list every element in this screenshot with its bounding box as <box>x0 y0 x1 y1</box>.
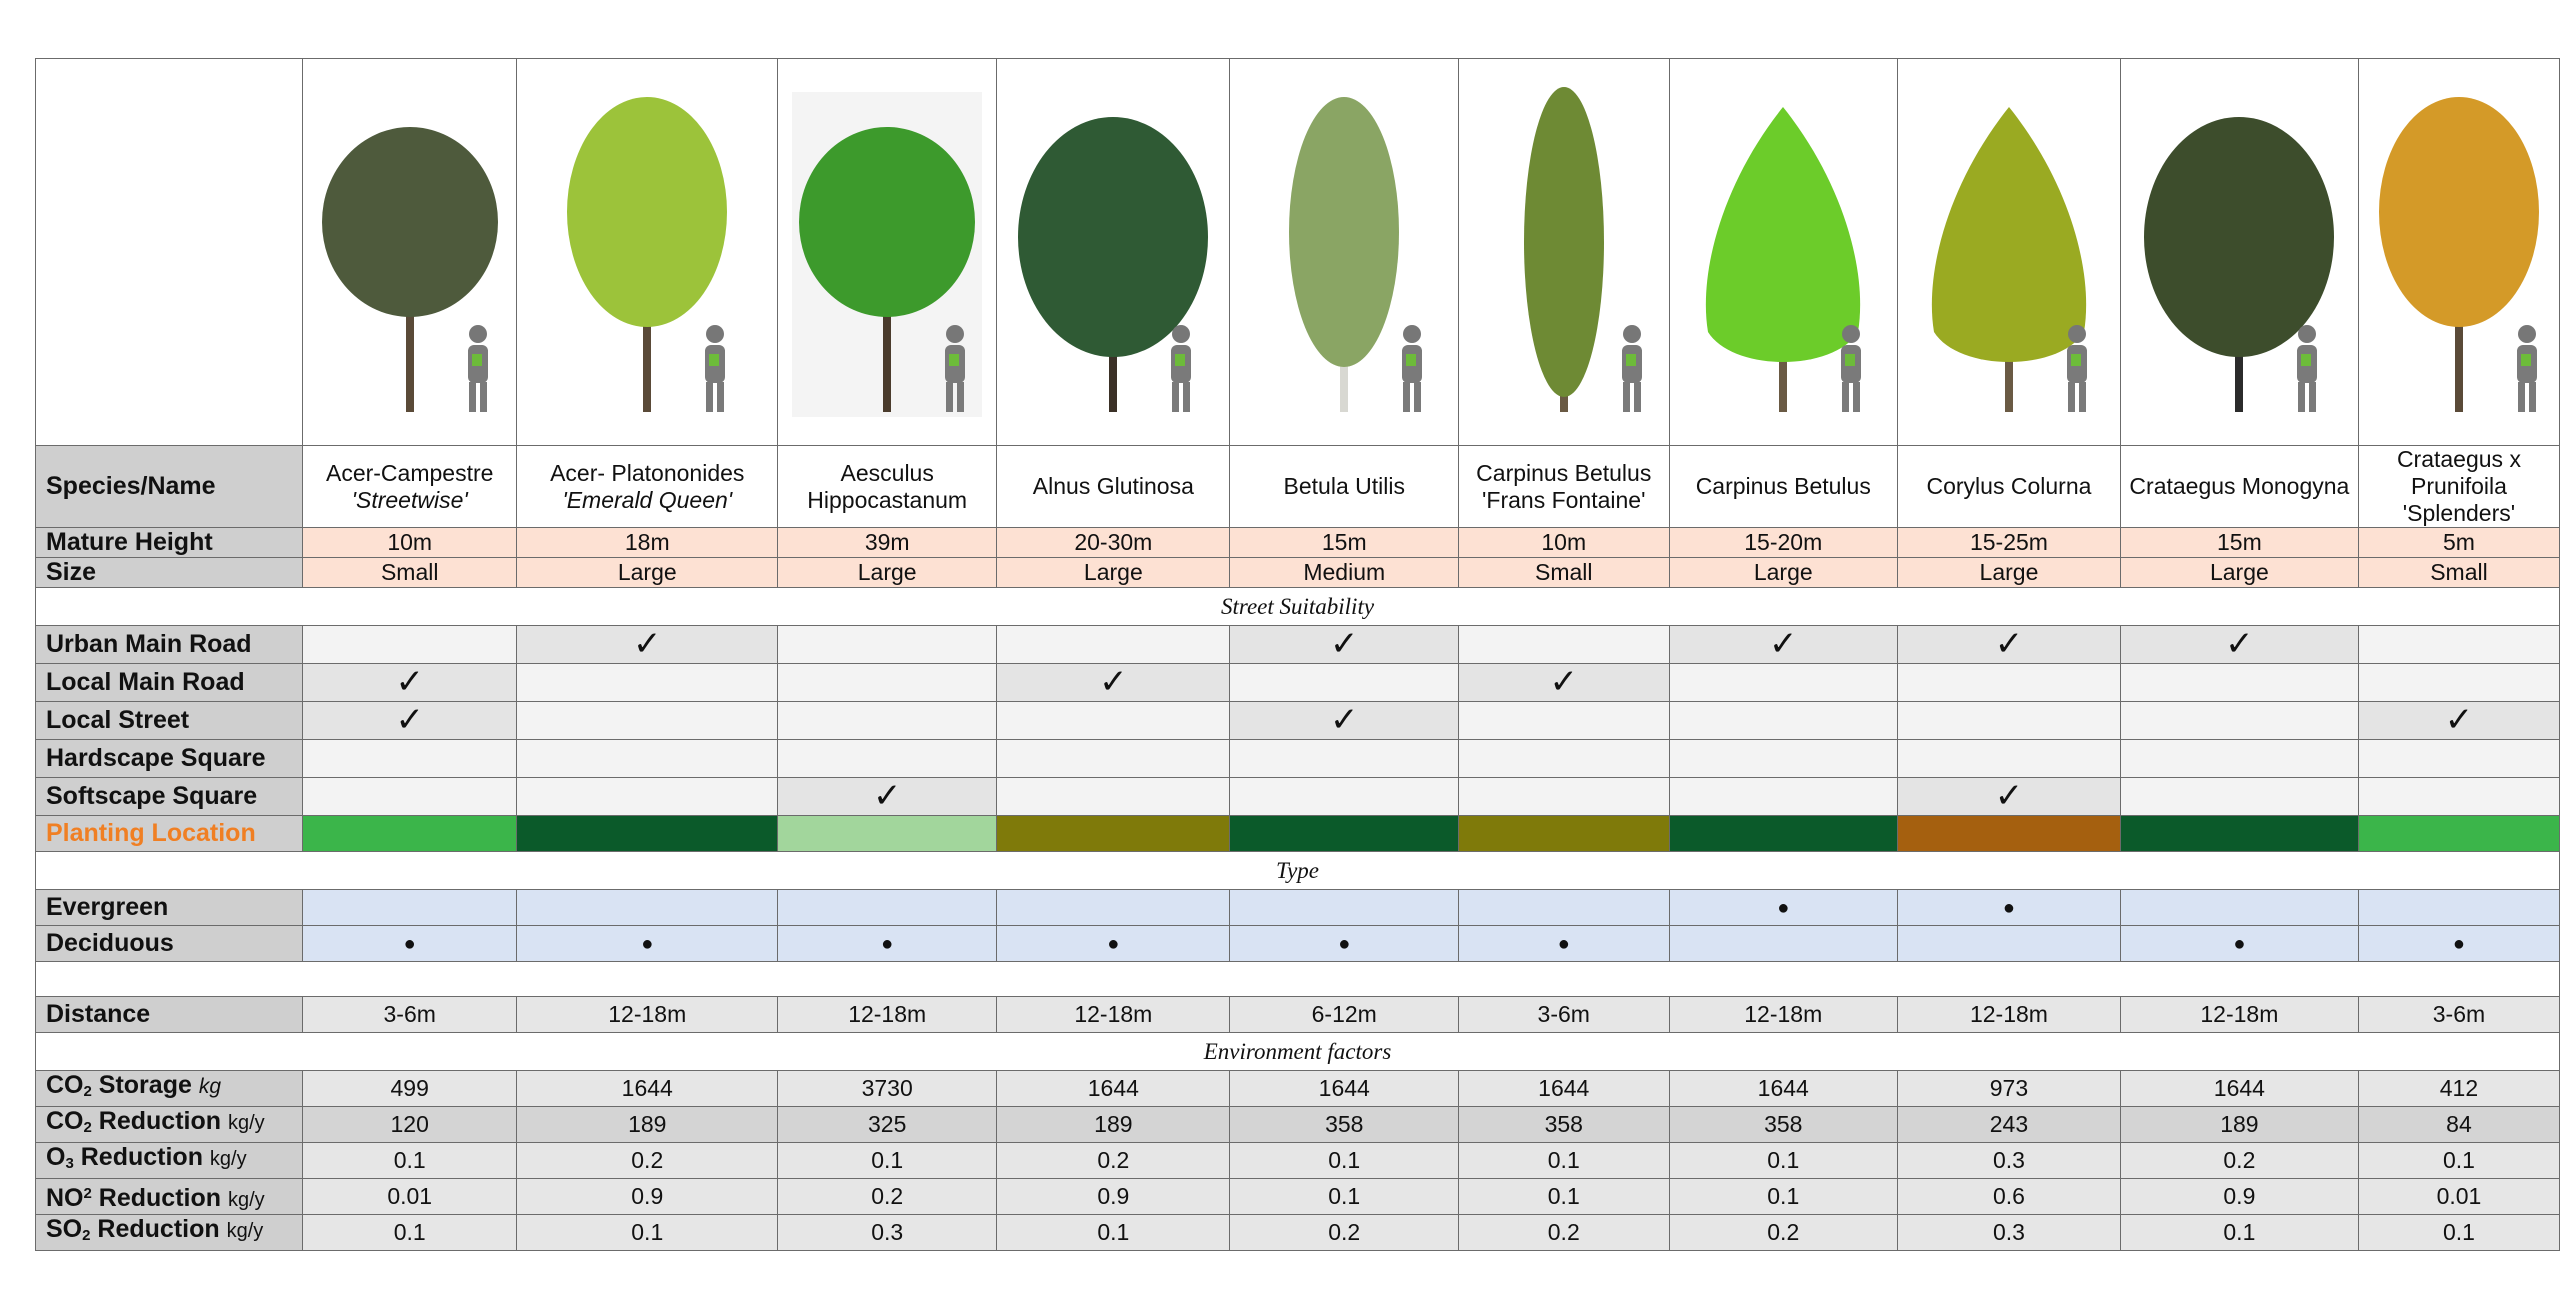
env-value: 0.1 <box>778 1143 997 1179</box>
suitability-cell <box>1230 626 1459 664</box>
size-value: Large <box>1898 558 2121 588</box>
planting-location-swatch <box>778 816 997 852</box>
suitability-cell <box>2358 626 2559 664</box>
env-label-subscript: 2 <box>83 1083 92 1100</box>
species-cultivar: Prunifoila 'Splenders' <box>2402 473 2516 526</box>
env-value: 0.6 <box>1898 1179 2121 1215</box>
tree-illustration <box>1683 72 1883 432</box>
mature-height-value: 15-20m <box>1669 528 1898 558</box>
species-name-cell <box>1230 446 1459 528</box>
tree-image-cell <box>997 59 1230 446</box>
environment-factors-row <box>36 1033 2560 1071</box>
env-label-prefix: CO <box>46 1071 84 1099</box>
local-street-row <box>36 702 2560 740</box>
local-main-road-label: Local Main Road <box>36 664 303 702</box>
distance-value: 6-12m <box>1230 997 1459 1033</box>
suitability-cell <box>1459 778 1669 816</box>
suitability-cell <box>1898 664 2121 702</box>
distance-value: 12-18m <box>517 997 778 1033</box>
env-value: 3730 <box>778 1071 997 1107</box>
env-label-text: Reduction <box>73 1143 210 1171</box>
env-value: 0.9 <box>997 1179 1230 1215</box>
size-value: Large <box>517 558 778 588</box>
suitability-cell <box>303 778 517 816</box>
planting-location-swatch <box>303 816 517 852</box>
local-main-road-row <box>36 664 2560 702</box>
env-value: 1644 <box>1459 1071 1669 1107</box>
type-cell <box>1459 926 1669 962</box>
suitability-cell <box>1669 778 1898 816</box>
size-label: Size <box>36 558 303 588</box>
size-value: Large <box>2120 558 2358 588</box>
size-value: Large <box>1669 558 1898 588</box>
env-label-text: Reduction <box>91 1183 228 1212</box>
distance-value: 12-18m <box>997 997 1230 1033</box>
tree-illustration <box>787 72 987 432</box>
env-value: 0.3 <box>778 1215 997 1251</box>
type-cell <box>1230 890 1459 926</box>
env-value: 0.1 <box>1230 1179 1459 1215</box>
suitability-cell <box>997 664 1230 702</box>
type-cell <box>303 890 517 926</box>
distance-label: Distance <box>36 997 303 1033</box>
species-name: Aesculus <box>840 459 934 486</box>
suitability-cell <box>997 702 1230 740</box>
planting-location-swatch <box>997 816 1230 852</box>
env-value: 0.3 <box>1898 1143 2121 1179</box>
species-name: Carpinus Betulus <box>1476 459 1652 486</box>
bullet-icon: ● <box>2233 933 2246 955</box>
suitability-cell <box>517 702 778 740</box>
suitability-cell <box>2358 702 2559 740</box>
tree-image-cell <box>517 59 778 446</box>
species-cultivar: 'Streetwise' <box>351 486 468 513</box>
type-title: Type <box>36 852 2560 890</box>
env-value: 189 <box>997 1107 1230 1143</box>
env-value: 0.3 <box>1898 1215 2121 1251</box>
species-name-cell <box>2120 446 2358 528</box>
env-row <box>36 1107 2560 1143</box>
street-suitability-title: Street Suitability <box>36 588 2560 626</box>
suitability-cell <box>2120 702 2358 740</box>
bullet-icon: ● <box>641 933 654 955</box>
suitability-cell <box>778 740 997 778</box>
species-name: Crataegus Monogyna <box>2129 473 2350 499</box>
env-label <box>36 1071 303 1107</box>
env-value: 358 <box>1230 1107 1459 1143</box>
tree-image-cell <box>778 59 997 446</box>
env-value: 1644 <box>517 1071 778 1107</box>
type-cell <box>1669 890 1898 926</box>
check-icon: ✓ <box>633 625 662 663</box>
env-label-unit: kg/y <box>227 1112 265 1134</box>
env-value: 0.2 <box>517 1143 778 1179</box>
planting-location-swatch <box>1669 816 1898 852</box>
suitability-cell <box>997 778 1230 816</box>
env-row <box>36 1143 2560 1179</box>
hardscape-square-label: Hardscape Square <box>36 740 303 778</box>
check-icon: ✓ <box>2444 701 2474 739</box>
mature-height-value: 10m <box>1459 528 1669 558</box>
env-value: 120 <box>303 1107 517 1143</box>
evergreen-row <box>36 890 2560 926</box>
env-value: 0.2 <box>778 1179 997 1215</box>
softscape-square-row <box>36 778 2560 816</box>
bullet-icon: ● <box>1777 897 1790 919</box>
mature-height-label: Mature Height <box>36 528 303 558</box>
env-value: 0.1 <box>2120 1215 2358 1251</box>
check-icon: ✓ <box>2225 625 2254 663</box>
tree-illustration <box>1013 72 1213 432</box>
species-cultivar: Hippocastanum <box>807 486 968 513</box>
env-value: 0.9 <box>517 1179 778 1215</box>
spacer-row <box>36 962 2560 997</box>
species-name-cell <box>2358 446 2559 528</box>
mature-height-row <box>36 528 2560 558</box>
suitability-cell <box>1669 702 1898 740</box>
suitability-cell <box>1898 778 2121 816</box>
street-suitability-row <box>36 588 2560 626</box>
distance-value: 12-18m <box>778 997 997 1033</box>
env-value: 0.1 <box>2358 1143 2559 1179</box>
type-cell <box>778 926 997 962</box>
env-label-unit: kg/y <box>209 1148 247 1170</box>
mature-height-value: 18m <box>517 528 778 558</box>
env-label <box>36 1107 303 1143</box>
env-value: 189 <box>2120 1107 2358 1143</box>
suitability-cell <box>1898 626 2121 664</box>
env-value: 0.1 <box>2358 1215 2559 1251</box>
suitability-cell <box>2358 778 2559 816</box>
corner-cell <box>36 59 303 446</box>
env-value: 0.2 <box>1669 1215 1898 1251</box>
suitability-cell <box>2358 664 2559 702</box>
env-value: 0.2 <box>997 1143 1230 1179</box>
distance-value: 3-6m <box>303 997 517 1033</box>
env-value: 0.1 <box>1459 1179 1669 1215</box>
bullet-icon: ● <box>881 933 894 955</box>
check-icon: ✓ <box>395 701 424 739</box>
bullet-icon: ● <box>1557 933 1570 955</box>
type-cell <box>1898 890 2121 926</box>
species-name: Acer- Platononides <box>550 459 745 486</box>
spacer-cell <box>36 962 2560 997</box>
check-icon: ✓ <box>395 663 424 701</box>
env-value: 0.1 <box>1230 1143 1459 1179</box>
species-cultivar: 'Emerald Queen' <box>562 486 733 513</box>
distance-value: 3-6m <box>2358 997 2559 1033</box>
suitability-cell <box>778 664 997 702</box>
distance-value: 3-6m <box>1459 997 1669 1033</box>
env-value: 84 <box>2358 1107 2559 1143</box>
species-name-row <box>36 446 2560 528</box>
species-name: Alnus Glutinosa <box>1032 473 1194 499</box>
suitability-cell <box>1669 664 1898 702</box>
planting-location-swatch <box>1230 816 1459 852</box>
check-icon: ✓ <box>1330 625 1359 663</box>
suitability-cell <box>1459 626 1669 664</box>
suitability-cell <box>778 626 997 664</box>
urban-main-road-row <box>36 626 2560 664</box>
env-value: 0.1 <box>517 1215 778 1251</box>
planting-location-swatch <box>517 816 778 852</box>
suitability-cell <box>778 778 997 816</box>
environment-factors-title: Environment factors <box>36 1033 2560 1071</box>
mature-height-value: 39m <box>778 528 997 558</box>
tree-image-row <box>36 59 2560 446</box>
planting-location-row <box>36 816 2560 852</box>
env-label-subscript: 3 <box>65 1155 74 1172</box>
distance-value: 12-18m <box>1669 997 1898 1033</box>
species-cultivar: 'Frans Fontaine' <box>1482 486 1646 513</box>
size-value: Large <box>997 558 1230 588</box>
type-cell <box>1898 926 2121 962</box>
suitability-cell <box>1459 664 1669 702</box>
env-value: 1644 <box>1669 1071 1898 1107</box>
suitability-cell <box>2120 778 2358 816</box>
env-label-prefix: NO <box>46 1183 84 1212</box>
env-label-unit: kg/y <box>226 1220 264 1242</box>
env-label <box>36 1215 303 1251</box>
softscape-square-label: Softscape Square <box>36 778 303 816</box>
mature-height-value: 15-25m <box>1898 528 2121 558</box>
env-value: 1644 <box>1230 1071 1459 1107</box>
env-label <box>36 1143 303 1179</box>
bullet-icon: ● <box>2002 897 2015 919</box>
urban-main-road-label: Urban Main Road <box>36 626 303 664</box>
env-value: 0.1 <box>1669 1143 1898 1179</box>
species-name-cell <box>778 446 997 528</box>
type-row <box>36 852 2560 890</box>
env-row <box>36 1179 2560 1215</box>
size-row <box>36 558 2560 588</box>
env-label-prefix: O <box>46 1143 66 1171</box>
type-cell <box>1230 926 1459 962</box>
check-icon: ✓ <box>1994 625 2024 663</box>
type-cell <box>517 926 778 962</box>
type-cell <box>517 890 778 926</box>
suitability-cell <box>1230 702 1459 740</box>
suitability-cell <box>1459 702 1669 740</box>
env-value: 412 <box>2358 1071 2559 1107</box>
bullet-icon: ● <box>1338 933 1351 955</box>
env-label-prefix: CO <box>46 1107 84 1135</box>
env-label-text: Reduction <box>90 1215 227 1243</box>
check-icon: ✓ <box>1994 777 2024 815</box>
suitability-cell <box>2120 664 2358 702</box>
env-value: 0.1 <box>303 1215 517 1251</box>
tree-image-cell <box>1898 59 2121 446</box>
tree-image-cell <box>1230 59 1459 446</box>
bullet-icon: ● <box>2452 933 2465 955</box>
env-row <box>36 1215 2560 1251</box>
tree-illustration <box>1244 72 1444 432</box>
species-name-cell <box>303 446 517 528</box>
suitability-cell <box>517 626 778 664</box>
suitability-cell <box>303 664 517 702</box>
distance-value: 12-18m <box>1898 997 2121 1033</box>
env-value: 0.1 <box>997 1215 1230 1251</box>
suitability-cell <box>303 702 517 740</box>
env-value: 0.1 <box>1669 1179 1898 1215</box>
check-icon: ✓ <box>1099 663 1128 701</box>
size-value: Small <box>1459 558 1669 588</box>
planting-location-label: Planting Location <box>36 816 303 852</box>
tree-illustration <box>310 72 510 432</box>
tree-image-cell <box>1669 59 1898 446</box>
suitability-cell <box>1898 740 2121 778</box>
tree-image-cell <box>2120 59 2358 446</box>
env-label-subscript: 2 <box>83 1119 92 1136</box>
size-value: Medium <box>1230 558 1459 588</box>
env-label-superscript: 2 <box>83 1184 92 1202</box>
env-label-unit: kg <box>198 1075 222 1098</box>
species-name: Corylus Colurna <box>1926 473 2092 499</box>
species-name: Acer-Campestre <box>325 459 494 486</box>
env-value: 243 <box>1898 1107 2121 1143</box>
type-cell <box>303 926 517 962</box>
species-name: Carpinus Betulus <box>1695 473 1871 499</box>
suitability-cell <box>2120 740 2358 778</box>
suitability-cell <box>2358 740 2559 778</box>
suitability-cell <box>1230 778 1459 816</box>
env-label <box>36 1179 303 1215</box>
suitability-cell <box>997 740 1230 778</box>
tree-illustration <box>547 72 747 432</box>
local-street-label: Local Street <box>36 702 303 740</box>
type-cell <box>997 890 1230 926</box>
env-value: 973 <box>1898 1071 2121 1107</box>
type-cell <box>778 890 997 926</box>
suitability-cell <box>1669 626 1898 664</box>
suitability-cell <box>517 664 778 702</box>
suitability-cell <box>2120 626 2358 664</box>
tree-illustration <box>1464 72 1664 432</box>
type-cell <box>2358 890 2559 926</box>
size-value: Large <box>778 558 997 588</box>
size-value: Small <box>303 558 517 588</box>
species-name-cell <box>1898 446 2121 528</box>
env-value: 0.1 <box>303 1143 517 1179</box>
env-value: 0.01 <box>2358 1179 2559 1215</box>
suitability-cell <box>1230 664 1459 702</box>
deciduous-label: Deciduous <box>36 926 303 962</box>
species-name-label: Species/Name <box>36 446 303 528</box>
mature-height-value: 15m <box>2120 528 2358 558</box>
distance-row <box>36 997 2560 1033</box>
env-label-text: Reduction <box>91 1107 228 1135</box>
env-value: 189 <box>517 1107 778 1143</box>
suitability-cell <box>1898 702 2121 740</box>
check-icon: ✓ <box>1330 701 1359 739</box>
tree-illustration <box>1909 72 2109 432</box>
env-value: 0.2 <box>1459 1215 1669 1251</box>
species-name-cell <box>517 446 778 528</box>
type-cell <box>2358 926 2559 962</box>
env-value: 499 <box>303 1071 517 1107</box>
bullet-icon: ● <box>1107 933 1120 955</box>
suitability-cell <box>1230 740 1459 778</box>
planting-location-swatch <box>2120 816 2358 852</box>
env-value: 0.1 <box>1459 1143 1669 1179</box>
env-label-prefix: SO <box>46 1215 83 1243</box>
hardscape-square-row <box>36 740 2560 778</box>
suitability-cell <box>778 702 997 740</box>
env-row <box>36 1071 2560 1107</box>
env-value: 0.01 <box>303 1179 517 1215</box>
check-icon: ✓ <box>1769 625 1798 663</box>
planting-location-swatch <box>1898 816 2121 852</box>
planting-location-swatch <box>2358 816 2559 852</box>
suitability-cell <box>517 778 778 816</box>
mature-height-value: 5m <box>2358 528 2559 558</box>
env-label-unit: kg/y <box>227 1188 265 1211</box>
mature-height-value: 15m <box>1230 528 1459 558</box>
type-cell <box>997 926 1230 962</box>
type-cell <box>2120 890 2358 926</box>
deciduous-row <box>36 926 2560 962</box>
env-value: 358 <box>1459 1107 1669 1143</box>
mature-height-value: 20-30m <box>997 528 1230 558</box>
type-cell <box>2120 926 2358 962</box>
species-name: Crataegus x <box>2396 446 2521 472</box>
check-icon: ✓ <box>1549 663 1578 701</box>
env-value: 358 <box>1669 1107 1898 1143</box>
size-value: Small <box>2358 558 2559 588</box>
tree-image-cell <box>2358 59 2559 446</box>
suitability-cell <box>1459 740 1669 778</box>
type-cell <box>1669 926 1898 962</box>
tree-illustration <box>2359 72 2559 432</box>
suitability-cell <box>997 626 1230 664</box>
env-value: 1644 <box>997 1071 1230 1107</box>
check-icon: ✓ <box>872 777 902 815</box>
env-label-subscript: 2 <box>82 1227 91 1244</box>
env-label-text: Storage <box>91 1071 199 1099</box>
env-value: 325 <box>778 1107 997 1143</box>
evergreen-label: Evergreen <box>36 890 303 926</box>
species-name-cell <box>997 446 1230 528</box>
suitability-cell <box>517 740 778 778</box>
suitability-cell <box>303 740 517 778</box>
suitability-cell <box>303 626 517 664</box>
mature-height-value: 10m <box>303 528 517 558</box>
distance-value: 12-18m <box>2120 997 2358 1033</box>
env-value: 0.2 <box>2120 1143 2358 1179</box>
bullet-icon: ● <box>403 933 416 955</box>
planting-location-swatch <box>1459 816 1669 852</box>
type-cell <box>1459 890 1669 926</box>
species-name-cell <box>1669 446 1898 528</box>
species-name: Betula Utilis <box>1283 473 1405 499</box>
env-value: 1644 <box>2120 1071 2358 1107</box>
env-value: 0.9 <box>2120 1179 2358 1215</box>
suitability-cell <box>1669 740 1898 778</box>
tree-image-cell <box>1459 59 1669 446</box>
env-value: 0.2 <box>1230 1215 1459 1251</box>
species-name-cell <box>1459 446 1669 528</box>
tree-image-cell <box>303 59 517 446</box>
tree-illustration <box>2139 72 2339 432</box>
tree-species-table <box>35 58 2560 1251</box>
